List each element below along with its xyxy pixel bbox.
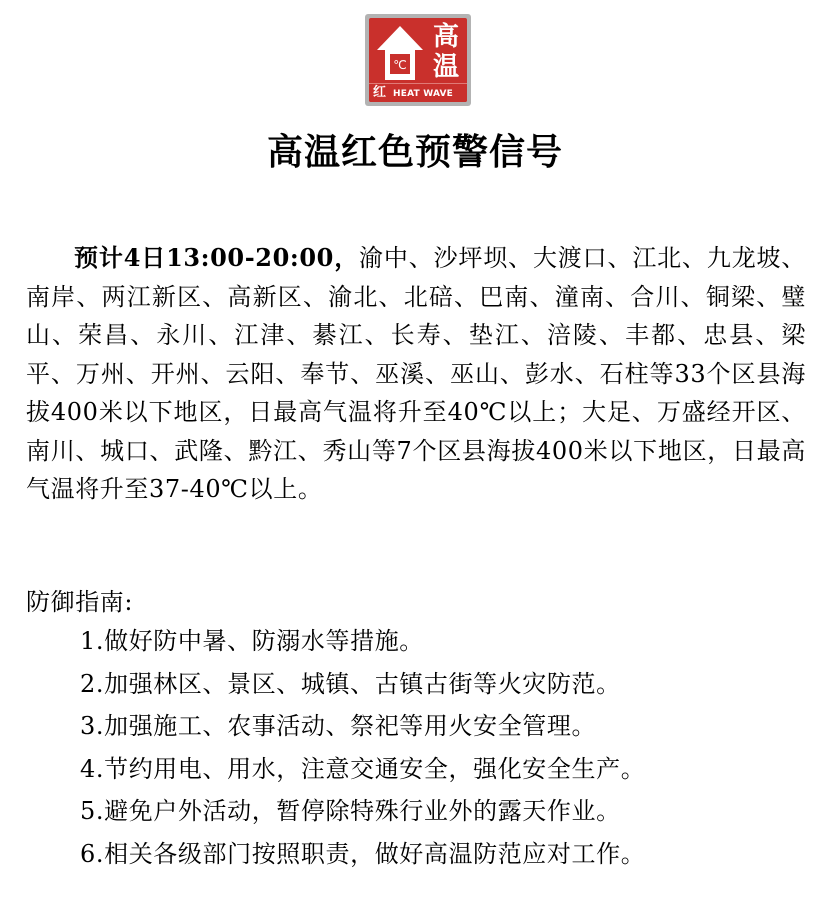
logo-level-label: 红 xyxy=(373,85,387,100)
logo-glyph-gao: 高 xyxy=(433,22,460,52)
warning-paragraph xyxy=(26,239,806,509)
guide-item: 3.加强施工、农事活动、祭祀等用火安全管理。 xyxy=(80,712,597,740)
house-thermometer-icon xyxy=(375,24,425,84)
defense-guide-list xyxy=(80,620,645,875)
logo-degree-label: ℃ xyxy=(393,58,407,72)
guide-item: 5.避免户外活动，暂停除特殊行业外的露天作业。 xyxy=(80,797,621,825)
guide-item: 1.做好防中暑、防溺水等措施。 xyxy=(80,627,424,655)
defense-guide-heading: 防御指南: xyxy=(26,588,134,616)
logo-english-label: HEAT WAVE xyxy=(393,89,454,99)
heat-wave-red-signal-logo xyxy=(365,14,471,106)
page-title: 高温红色预警信号 xyxy=(266,132,563,173)
logo-glyph-wen: 温 xyxy=(433,52,460,82)
guide-item: 2.加强林区、景区、城镇、古镇古街等火灾防范。 xyxy=(80,669,621,698)
warning-details: 渝中、沙坪坝、大渡口、江北、九龙坡、南岸、两江新区、高新区、渝北、北碚、巴南、潼南、合川、铜梁、璧山、荣昌、永川、江津、綦江、长寿、垫江、涪陵、丰都、忠县、梁平、万州、开州、云阳、奉节、巫溪、巫山、彭水、石柱等33个区县海拔400米以下地区，日最高气温将升至40℃以上；大足、万盛经开区、南川、城口、武隆、黔江、秀山等7个区县海拔400米以下地区，日最高气温将升至37-40℃以上。 xyxy=(26,244,806,503)
logo-bottom-strip xyxy=(369,83,467,102)
guide-item: 4.节约用电、用水，注意交通安全，强化安全生产。 xyxy=(80,754,646,783)
guide-item: 6.相关各级部门按照职责，做好高温防范应对工作。 xyxy=(80,839,646,868)
warning-time-lead: 预计4日13:00-20:00， xyxy=(74,243,360,272)
logo-red-panel xyxy=(369,18,467,102)
